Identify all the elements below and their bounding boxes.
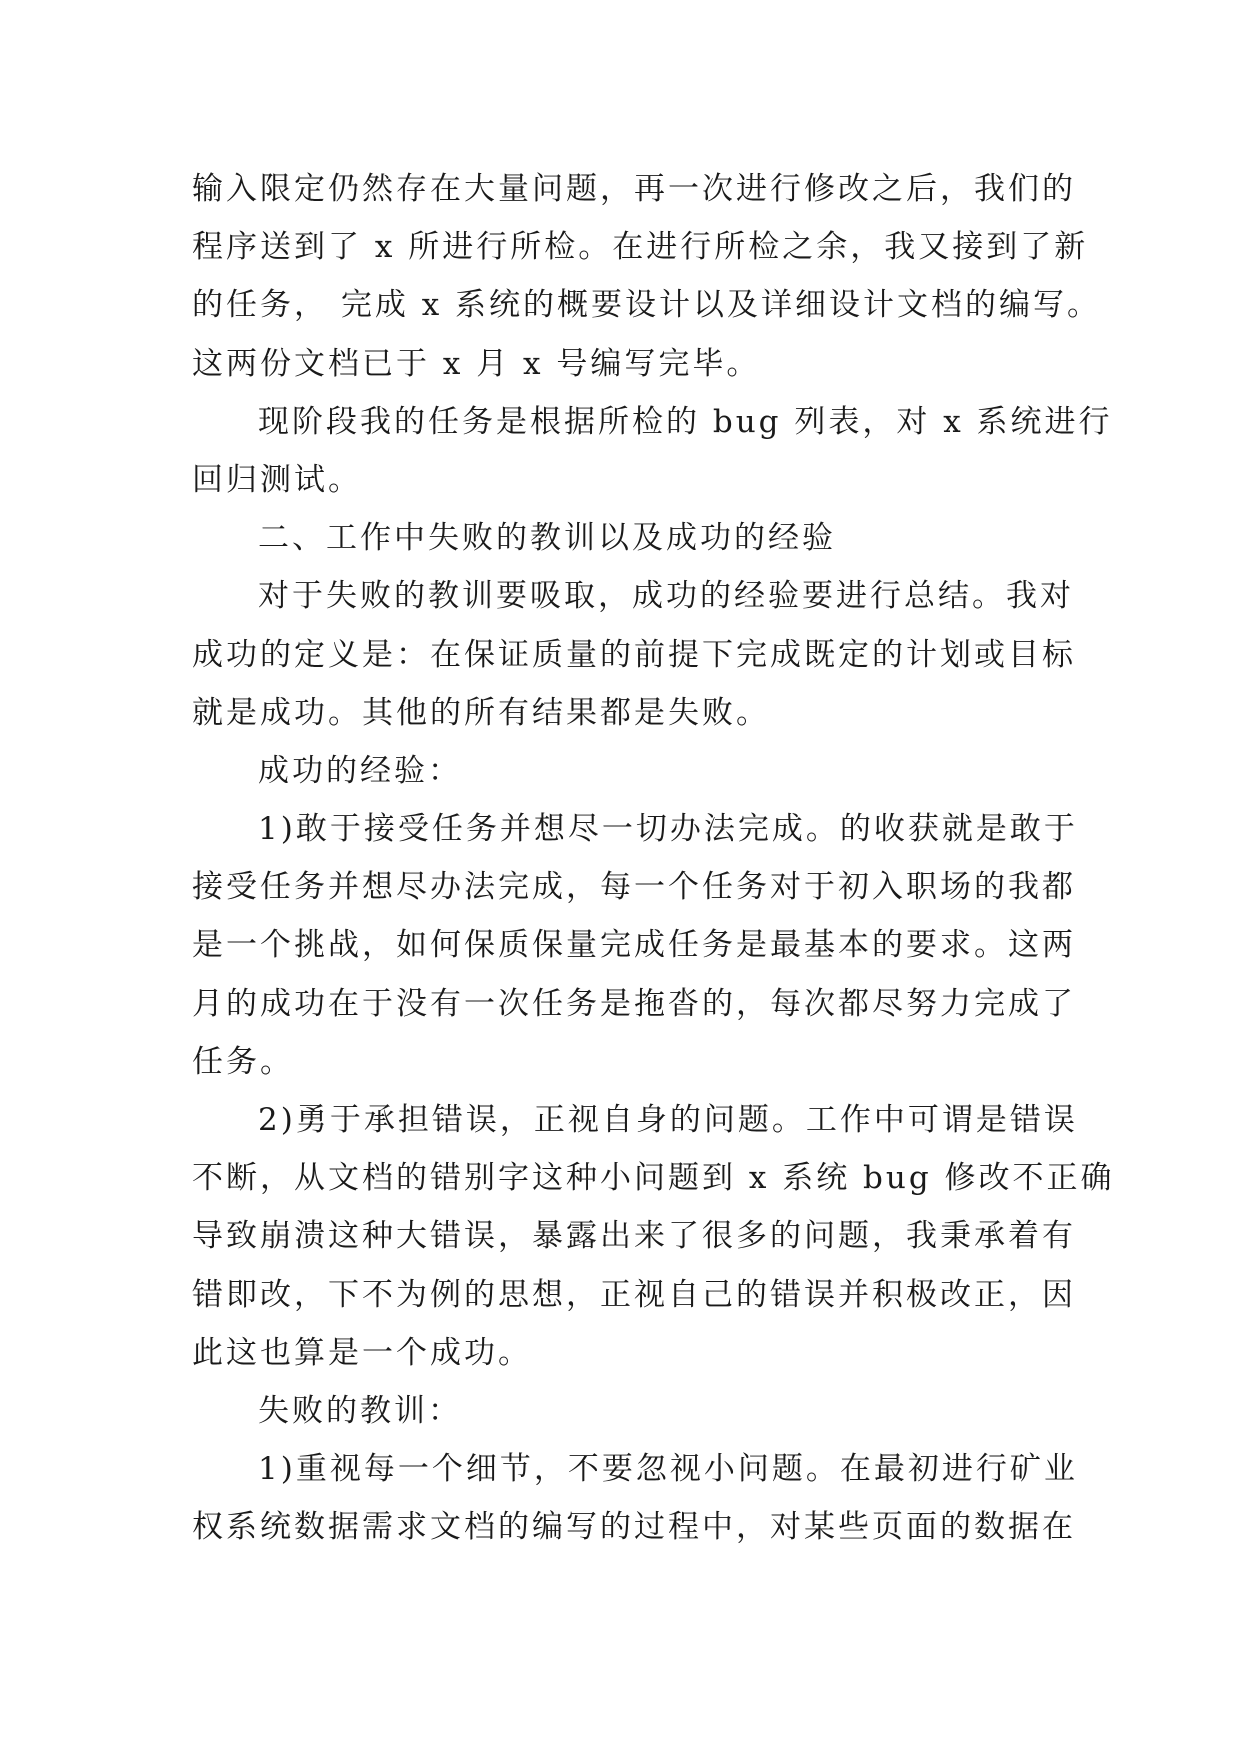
text-line: 任务。 — [192, 1043, 294, 1080]
text-line: 对于失败的教训要吸取，成功的经验要进行总结。我对 — [258, 578, 1074, 615]
text-line: 导致崩溃这种大错误，暴露出来了很多的问题，我秉承着有 — [192, 1218, 1076, 1255]
text-line: 程序送到了 x 所进行所检。在进行所检之余，我又接到了新 — [192, 229, 1089, 266]
text-line: 1)重视每一个细节，不要忽视小问题。在最初进行矿业 — [258, 1451, 1078, 1488]
text-line: 月的成功在于没有一次任务是拖沓的，每次都尽努力完成了 — [192, 985, 1076, 1022]
text-line: 二、工作中失败的教训以及成功的经验 — [258, 520, 836, 557]
text-line: 现阶段我的任务是根据所检的 bug 列表，对 x 系统进行 — [258, 403, 1113, 440]
text-line: 权系统数据需求文档的编写的过程中，对某些页面的数据在 — [192, 1509, 1076, 1546]
text-line: 2)勇于承担错误，正视自身的问题。工作中可谓是错误 — [258, 1102, 1078, 1138]
text-line: 失败的教训： — [258, 1392, 462, 1429]
text-line: 成功的定义是：在保证质量的前提下完成既定的计划或目标 — [192, 636, 1076, 673]
text-line: 就是成功。其他的所有结果都是失败。 — [192, 694, 770, 731]
document-body — [192, 160, 1115, 1557]
text-line: 1)敢于接受任务并想尽一切办法完成。的收获就是敢于 — [258, 811, 1078, 848]
text-line: 是一个挑战，如何保质保量完成任务是最基本的要求。这两 — [192, 927, 1076, 964]
text-line: 这两份文档已于 x 月 x 号编写完毕。 — [192, 345, 761, 382]
text-line: 错即改，下不为例的思想，正视自己的错误并积极改正，因 — [192, 1276, 1076, 1313]
text-line: 的任务， 完成 x 系统的概要设计以及详细设计文档的编写。 — [192, 287, 1102, 324]
text-line: 不断，从文档的错别字这种小问题到 x 系统 bug 修改不正确 — [192, 1160, 1115, 1197]
text-line: 回归测试。 — [192, 461, 362, 498]
text-line: 成功的经验： — [258, 752, 462, 789]
text-line: 此这也算是一个成功。 — [192, 1334, 532, 1371]
text-line: 接受任务并想尽办法完成，每一个任务对于初入职场的我都 — [192, 869, 1076, 906]
text-line: 输入限定仍然存在大量问题，再一次进行修改之后，我们的 — [192, 171, 1076, 207]
